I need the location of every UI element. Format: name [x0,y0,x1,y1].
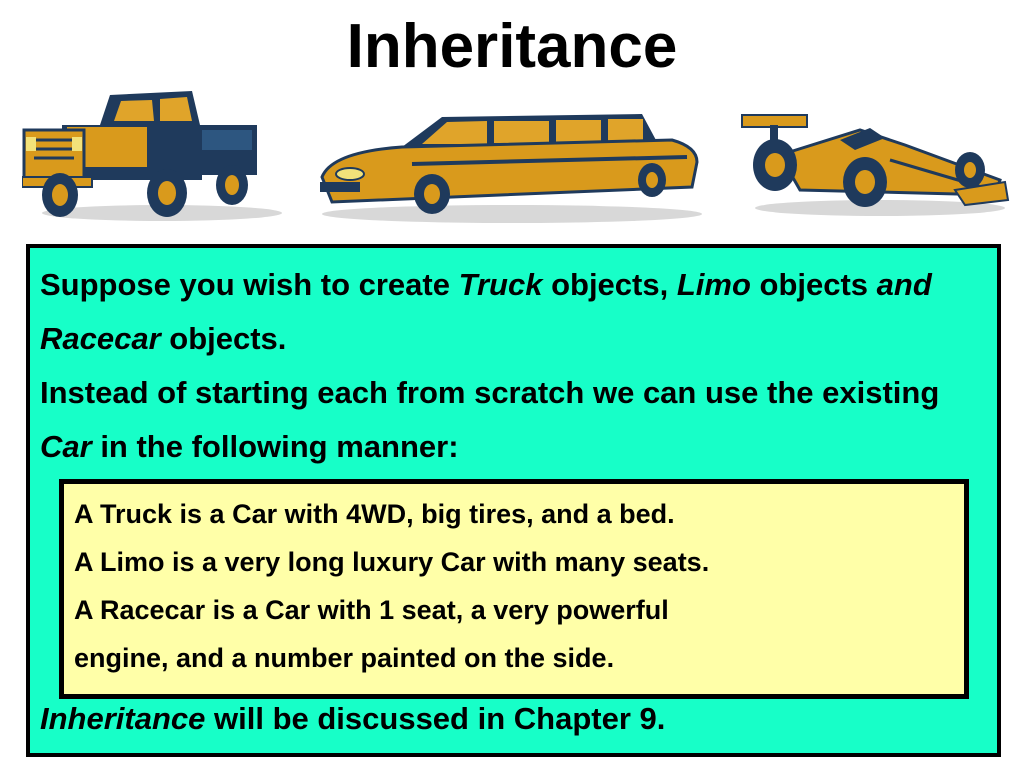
limo-term: Limo [676,267,751,302]
slide-title: Inheritance [346,12,678,81]
limo-illustration [312,102,702,227]
truck-example: A Truck is a Car with 4WD, big tires, and a bed. [74,499,675,529]
examples-box [59,479,969,699]
truck-illustration [22,85,292,225]
intro-paragraph: Suppose you wish to create Truck objects, Limo objects and Racecar objects. [40,267,932,356]
racecar-example: A Racecar is a Car with 1 seat, a very powerful [74,595,669,625]
inheritance-term: Inheritance [40,701,206,736]
truck-term: Truck [458,267,543,302]
approach-paragraph: Instead of starting each from scratch we can use the existing Car in the following manner: [40,375,940,464]
closing-paragraph: Inheritance will be discussed in Chapter 9. [40,701,666,736]
limo-example: A Limo is a very long luxury Car with many seats. [74,547,710,577]
car-term: Car [40,429,92,464]
racecar-term: and Racecar [40,267,932,356]
racecar-illustration [740,110,1010,220]
racecar-example-continued: engine, and a number painted on the side. [74,643,615,673]
content-box [26,244,1001,757]
